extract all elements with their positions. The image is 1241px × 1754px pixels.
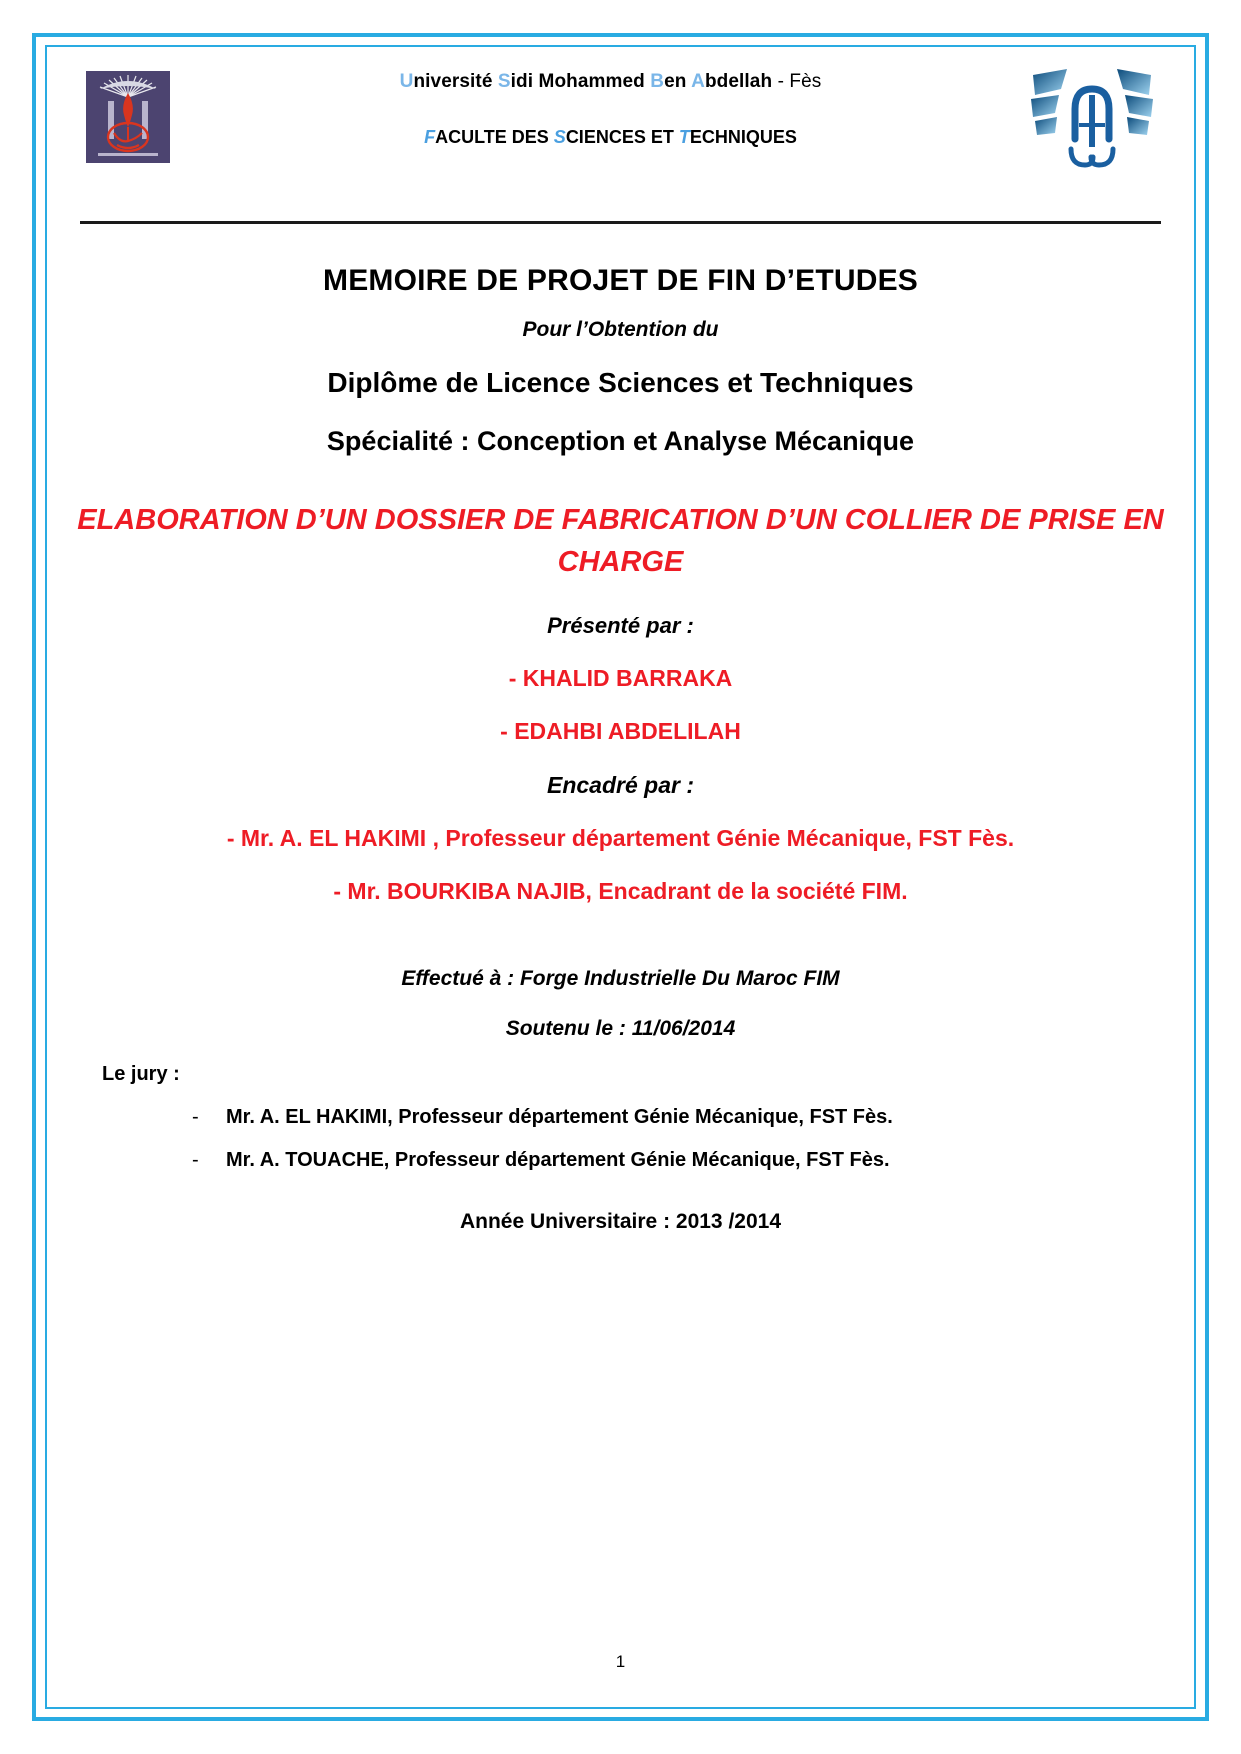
list-item (192, 1106, 1181, 1129)
document-header (78, 57, 1163, 207)
specialite-line: Spécialité : Conception et Analyse Mécanique (326, 426, 915, 456)
pour-obtention-label: Pour l’Obtention du (522, 318, 719, 341)
soutenu-le-line: Soutenu le : 11/06/2014 (505, 1017, 736, 1041)
effectue-a-line: Effectué à : Forge Industrielle Du Maroc FIM (401, 967, 840, 991)
jury-label: Le jury : (102, 1063, 180, 1086)
diploma-line: Diplôme de Licence Sciences et Techniques (327, 367, 914, 398)
memoire-title: MEMOIRE DE PROJET DE FIN D’ETUDES (323, 264, 918, 297)
page-content (60, 45, 1181, 1709)
project-title: ELABORATION D’UN DOSSIER DE FABRICATION D’UN COLLIER DE PRISE EN CHARGE (77, 504, 1164, 579)
university-name-line: Université Sidi Mohammed Ben Abdellah - Fès (399, 71, 822, 92)
header-divider (80, 221, 1161, 224)
encadre-par-label: Encadré par : (547, 772, 694, 799)
bullet-dash: - (192, 1149, 199, 1172)
jury-member-name: Mr. A. EL HAKIMI, Professeur département Génie Mécanique, FST Fès. (226, 1106, 893, 1129)
annee-universitaire: Année Universitaire : 2013 /2014 (459, 1210, 781, 1234)
supervisor-name: - Mr. A. EL HAKIMI , Professeur département Génie Mécanique, FST Fès. (226, 825, 1015, 852)
author-name: - KHALID BARRAKA (508, 665, 733, 692)
jury-list (102, 1106, 1181, 1172)
jury-block (60, 1063, 1181, 1172)
page-number: 1 (615, 1652, 626, 1671)
list-item (192, 1149, 1181, 1172)
header-text-block (208, 71, 1013, 148)
presente-par-label: Présenté par : (547, 613, 694, 639)
jury-member-name: Mr. A. TOUACHE, Professeur département Génie Mécanique, FST Fès. (226, 1149, 890, 1172)
supervisor-name: - Mr. BOURKIBA NAJIB, Encadrant de la société FIM. (333, 878, 908, 905)
fst-faculty-logo (1027, 65, 1157, 169)
faculty-name-line: FACULTE DES SCIENCES ET TECHNIQUES (424, 127, 797, 147)
bullet-dash: - (192, 1106, 199, 1129)
usmba-university-logo (86, 71, 170, 163)
title-page-body (60, 264, 1181, 1234)
author-name: - EDAHBI ABDELILAH (500, 718, 741, 745)
